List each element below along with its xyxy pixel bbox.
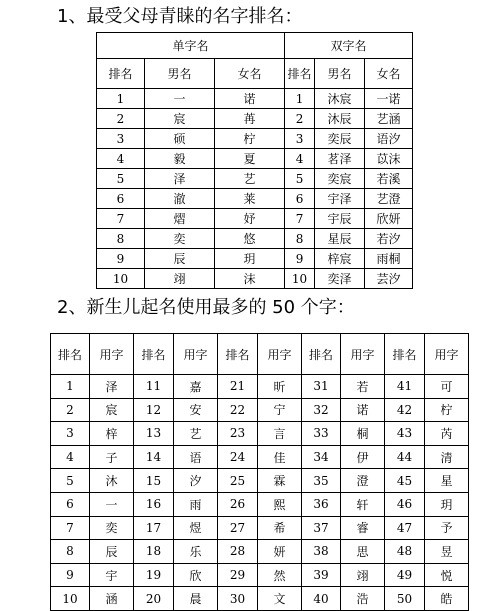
table-cell: 伊 [341,445,385,469]
table-cell: 宸 [145,109,215,129]
table-cell: 16 [134,492,174,516]
table-cell: 17 [134,516,174,540]
popular-names-table [96,32,413,289]
table-cell: 宁 [258,398,302,422]
table-cell: 星 [425,469,469,493]
table-cell: 奕辰 [315,129,365,149]
table-cell: 语 [174,445,218,469]
double-name-header: 双字名 [285,33,413,59]
column-header: 用字 [258,334,302,375]
table-cell: 一诺 [365,89,413,109]
table-cell: 15 [134,469,174,493]
table-cell: 6 [97,189,145,209]
table-cell: 21 [218,375,258,399]
table-cell: 欣妍 [365,209,413,229]
table-cell: 昕 [258,375,302,399]
table-cell: 47 [385,516,425,540]
table-cell: 42 [385,398,425,422]
table-cell: 11 [134,375,174,399]
column-header: 用字 [174,334,218,375]
table-cell: 予 [425,516,469,540]
section-1-title: 1、最受父母青睐的名字排名： [57,6,303,27]
table-cell: 文 [258,587,302,611]
table-row [51,469,469,493]
table-cell: 28 [218,540,258,564]
table-cell: 25 [218,469,258,493]
table-cell: 妍 [258,540,302,564]
table-cell: 10 [285,269,315,289]
table-cell: 苒 [215,109,285,129]
table-cell: 4 [97,149,145,169]
table-cell: 翊 [145,269,215,289]
table-row [97,149,413,169]
table-row [97,89,413,109]
table-cell: 悦 [425,563,469,587]
table-cell: 宇 [90,563,134,587]
column-header: 女名 [365,59,413,89]
table-cell: 昱 [425,540,469,564]
table-cell: 2 [51,398,90,422]
column-header: 排名 [134,334,174,375]
table-cell: 雨桐 [365,249,413,269]
table-cell: 艺 [174,422,218,446]
table-row [51,516,469,540]
table-cell: 诺 [341,398,385,422]
table-cell: 27 [218,516,258,540]
table-cell: 22 [218,398,258,422]
table-cell: 雨 [174,492,218,516]
table-cell: 清 [425,445,469,469]
column-header: 排名 [285,59,315,89]
table-row [97,269,413,289]
table-cell: 31 [302,375,341,399]
table-cell: 宸 [90,398,134,422]
column-header: 用字 [341,334,385,375]
table-cell: 12 [134,398,174,422]
table-cell: 若 [341,375,385,399]
table-cell: 茗泽 [315,149,365,169]
table-cell: 浩 [341,587,385,611]
table-row [97,209,413,229]
column-header: 男名 [145,59,215,89]
table-cell: 沐辰 [315,109,365,129]
table-cell: 佳 [258,445,302,469]
table-cell: 悠 [215,229,285,249]
table-cell: 33 [302,422,341,446]
table-cell: 硕 [145,129,215,149]
table-cell: 妤 [215,209,285,229]
table-cell: 玥 [215,249,285,269]
table-cell: 奕宸 [315,169,365,189]
table-row [51,563,469,587]
table-cell: 奕 [90,516,134,540]
table-cell: 8 [51,540,90,564]
table-cell: 宇辰 [315,209,365,229]
table-cell: 5 [97,169,145,189]
table-cell: 5 [51,469,90,493]
section-2-title: 2、新生儿起名使用最多的 50 个字： [57,297,355,318]
column-header: 女名 [215,59,285,89]
table-cell: 41 [385,375,425,399]
table-cell: 8 [285,229,315,249]
table-row [97,229,413,249]
table-cell: 7 [51,516,90,540]
table-cell: 芮 [425,422,469,446]
table-cell: 艺澄 [365,189,413,209]
table-cell: 20 [134,587,174,611]
table-cell: 3 [51,422,90,446]
table-cell: 29 [218,563,258,587]
table-cell: 30 [218,587,258,611]
table-cell: 欣 [174,563,218,587]
table-cell: 32 [302,398,341,422]
table-cell: 38 [302,540,341,564]
table-row [51,492,469,516]
table-cell: 轩 [341,492,385,516]
table-cell: 43 [385,422,425,446]
table-cell: 梓 [90,422,134,446]
table-cell: 子 [90,445,134,469]
table-cell: 26 [218,492,258,516]
table-cell: 嘉 [174,375,218,399]
table-cell: 夏 [215,149,285,169]
table-cell: 13 [134,422,174,446]
table-cell: 9 [97,249,145,269]
table-cell: 49 [385,563,425,587]
table-cell: 毅 [145,149,215,169]
table-cell: 澄 [341,469,385,493]
table-cell: 1 [51,375,90,399]
table-cell: 翊 [341,563,385,587]
table-cell: 8 [97,229,145,249]
table-row [97,169,413,189]
column-header: 用字 [90,334,134,375]
table-cell: 2 [97,109,145,129]
table-cell: 1 [97,89,145,109]
table-cell: 辰 [145,249,215,269]
table-cell: 23 [218,422,258,446]
table-cell: 一 [145,89,215,109]
table-cell: 一 [90,492,134,516]
table-cell: 沐宸 [315,89,365,109]
table-cell: 36 [302,492,341,516]
table-cell: 10 [51,587,90,611]
column-header: 男名 [315,59,365,89]
top-characters-table [50,333,469,611]
table-row [51,445,469,469]
table-cell: 思 [341,540,385,564]
table-cell: 3 [97,129,145,149]
table-cell: 柠 [215,129,285,149]
table-cell: 星辰 [315,229,365,249]
table-cell: 44 [385,445,425,469]
table-cell: 然 [258,563,302,587]
table-row [51,398,469,422]
table-cell: 玥 [425,492,469,516]
table-cell: 桐 [341,422,385,446]
table-cell: 芸汐 [365,269,413,289]
table-cell: 1 [285,89,315,109]
table-cell: 言 [258,422,302,446]
table-cell: 19 [134,563,174,587]
table-cell: 语汐 [365,129,413,149]
table-cell: 9 [285,249,315,269]
table-cell: 48 [385,540,425,564]
table-cell: 熙 [258,492,302,516]
table-cell: 若汐 [365,229,413,249]
table-cell: 诺 [215,89,285,109]
table-cell: 37 [302,516,341,540]
table-cell: 艺涵 [365,109,413,129]
table-cell: 苡沫 [365,149,413,169]
table-cell: 7 [97,209,145,229]
table-cell: 梓宸 [315,249,365,269]
table-row [97,189,413,209]
table-cell: 10 [97,269,145,289]
table-cell: 宇泽 [315,189,365,209]
table-cell: 沫 [215,269,285,289]
table-row [97,249,413,269]
table-cell: 35 [302,469,341,493]
table-cell: 辰 [90,540,134,564]
table-cell: 9 [51,563,90,587]
table-cell: 莱 [215,189,285,209]
table-cell: 45 [385,469,425,493]
table-cell: 希 [258,516,302,540]
table-cell: 皓 [425,587,469,611]
column-header: 排名 [302,334,341,375]
table-cell: 泽 [145,169,215,189]
table-cell: 沐 [90,469,134,493]
table-cell: 奕泽 [315,269,365,289]
table-cell: 安 [174,398,218,422]
table-cell: 若溪 [365,169,413,189]
table-cell: 柠 [425,398,469,422]
table-cell: 泽 [90,375,134,399]
table-cell: 34 [302,445,341,469]
table-cell: 汐 [174,469,218,493]
table-cell: 14 [134,445,174,469]
single-name-header: 单字名 [97,33,285,59]
column-header: 排名 [385,334,425,375]
table-cell: 46 [385,492,425,516]
table-cell: 熠 [145,209,215,229]
table-cell: 4 [51,445,90,469]
table-cell: 澈 [145,189,215,209]
table-cell: 4 [285,149,315,169]
table-cell: 7 [285,209,315,229]
table-cell: 5 [285,169,315,189]
table-cell: 睿 [341,516,385,540]
table-cell: 乐 [174,540,218,564]
table-cell: 霖 [258,469,302,493]
table-row [97,129,413,149]
column-header: 排名 [218,334,258,375]
table-cell: 6 [51,492,90,516]
table-cell: 6 [285,189,315,209]
table-cell: 可 [425,375,469,399]
table-row [51,375,469,399]
column-header: 排名 [51,334,90,375]
table-cell: 奕 [145,229,215,249]
table-cell: 50 [385,587,425,611]
table-row [51,587,469,611]
table-cell: 晨 [174,587,218,611]
table-cell: 煜 [174,516,218,540]
table-cell: 39 [302,563,341,587]
table-row [51,422,469,446]
table-cell: 3 [285,129,315,149]
table-cell: 40 [302,587,341,611]
table-cell: 涵 [90,587,134,611]
table-row [97,109,413,129]
table-cell: 18 [134,540,174,564]
column-header: 排名 [97,59,145,89]
table-cell: 24 [218,445,258,469]
table-row [51,540,469,564]
column-header: 用字 [425,334,469,375]
table-cell: 2 [285,109,315,129]
table-cell: 艺 [215,169,285,189]
